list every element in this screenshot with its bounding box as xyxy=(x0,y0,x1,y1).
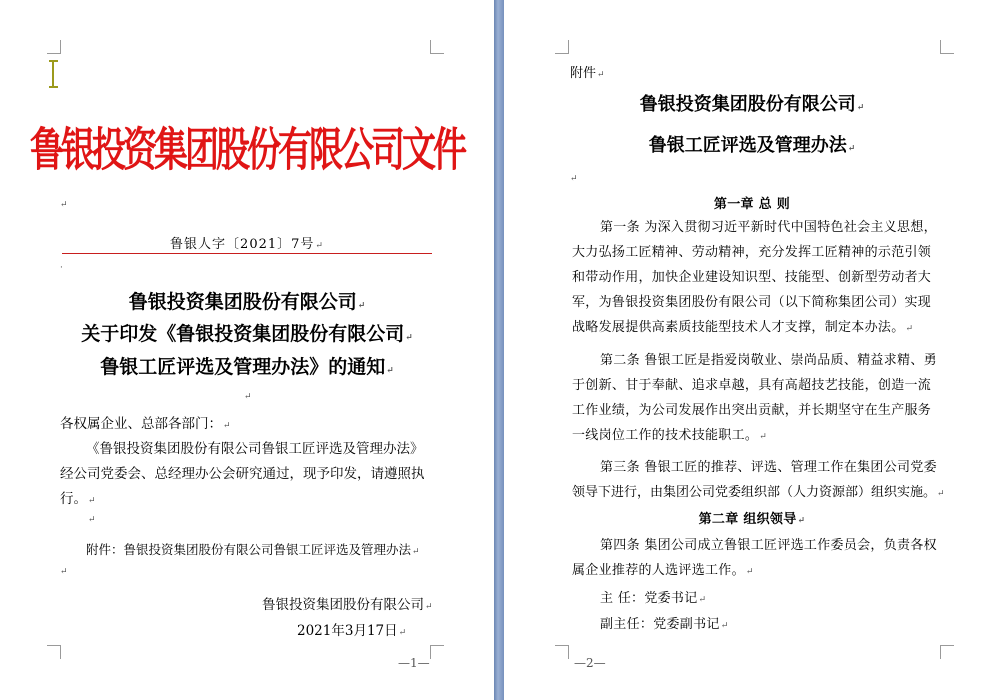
body-line-2: 经公司党委会、总经理办公会研究通过，现予印发，请遵照执 xyxy=(60,466,425,482)
article-1-line: 第一条 为深入贯彻习近平新时代中国特色社会主义思想， xyxy=(600,220,937,235)
article-1-line: 大力弘扬工匠精神、劳动精神，充分发挥工匠精神的示范引领 xyxy=(572,245,932,260)
red-divider xyxy=(62,253,432,254)
heading-line-2: 关于印发《鲁银投资集团股份有限公司 ↵ xyxy=(81,323,413,345)
body-line-3: 行。 ↵ xyxy=(60,491,96,507)
article-2-line: 于创新、甘于奉献、追求卓越，具有高超技艺技能，创造一流 xyxy=(572,378,932,393)
page-number: —1— xyxy=(398,656,430,670)
heading-line-3: 鲁银工匠评选及管理办法》的通知 ↵ xyxy=(100,356,394,378)
text-cursor-icon xyxy=(52,60,63,88)
paragraph-mark-icon: ↵ xyxy=(88,515,96,525)
paragraph-mark-icon: ↵ xyxy=(60,200,68,210)
article-4-line: 第四条 集团公司成立鲁银工匠评选工作委员会，负责各权 xyxy=(600,538,937,553)
article-2-line: 工作业绩，为公司发展作出突出贡献，并长期坚守在生产服务 xyxy=(572,403,932,418)
body-line-1: 《鲁银投资集团股份有限公司鲁银工匠评选及管理办法》 xyxy=(86,441,424,457)
article-2-line: 第二条 鲁银工匠是指爱岗敬业、崇尚品质、精益求精、勇 xyxy=(600,353,937,368)
article-2-line: 一线岗位工作的技术技能职工。 ↵ xyxy=(572,428,767,443)
paragraph-mark-icon: ↵ xyxy=(244,392,252,402)
doc-number: 鲁银人字〔2021〕7号 ↵ xyxy=(170,237,324,252)
paragraph-mark-icon: ↵ xyxy=(570,174,578,184)
page-gap-divider xyxy=(494,0,504,700)
article-4-line: 属企业推荐的人选评选工作。 ↵ xyxy=(572,563,754,578)
crop-mark xyxy=(47,40,61,54)
title-document: 鲁银工匠评选及管理办法 ↵ xyxy=(649,135,856,156)
crop-mark xyxy=(430,40,444,54)
crop-mark xyxy=(47,645,61,659)
document-page-1 xyxy=(0,0,494,700)
salutation: 各权属企业、总部各部门： ↵ xyxy=(60,416,231,432)
paragraph-mark-icon: ↵ xyxy=(60,567,68,577)
article-1-line: 军，为鲁银投资集团股份有限公司（以下简称集团公司）实现 xyxy=(572,295,932,310)
chapter-2-heading: 第二章 组织领导 ↵ xyxy=(699,512,806,527)
page-number: —2— xyxy=(574,656,606,670)
letterhead-title: 鲁银投资集团股份有限公司文件 xyxy=(30,123,464,178)
article-3-line: 领导下进行，由集团公司党委组织部（人力资源部）组织实施。 ↵ xyxy=(572,485,945,500)
article-3-line: 第三条 鲁银工匠的推荐、评选、管理工作在集团公司党委 xyxy=(600,460,937,475)
crop-mark xyxy=(555,40,569,54)
title-company: 鲁银投资集团股份有限公司 ↵ xyxy=(640,94,865,115)
attachment-label: 附件 ↵ xyxy=(570,66,605,81)
signatory: 鲁银投资集团股份有限公司 ↵ xyxy=(262,597,433,613)
deputy-director-line: 副主任：党委副书记 ↵ xyxy=(600,617,729,632)
crop-mark xyxy=(555,645,569,659)
document-page-2 xyxy=(504,0,1000,700)
article-1-line: 和带动作用，加快企业建设知识型、技能型、创新型劳动者大 xyxy=(572,270,932,285)
crop-mark xyxy=(940,645,954,659)
heading-line-1: 鲁银投资集团股份有限公司 ↵ xyxy=(129,291,366,313)
issue-date: 2021年3月17日 ↵ xyxy=(297,623,406,639)
chapter-1-heading: 第一章 总 则 xyxy=(713,197,791,212)
crop-mark xyxy=(430,645,444,659)
paragraph-mark-icon: · xyxy=(60,263,63,273)
director-line: 主 任：党委书记 ↵ xyxy=(600,591,706,606)
article-1-line: 战略发展提供高素质技能型技术人才支撑，制定本办法。 ↵ xyxy=(572,320,913,335)
attachment-line: 附件：鲁银投资集团股份有限公司鲁银工匠评选及管理办法 ↵ xyxy=(86,542,420,557)
crop-mark xyxy=(940,40,954,54)
